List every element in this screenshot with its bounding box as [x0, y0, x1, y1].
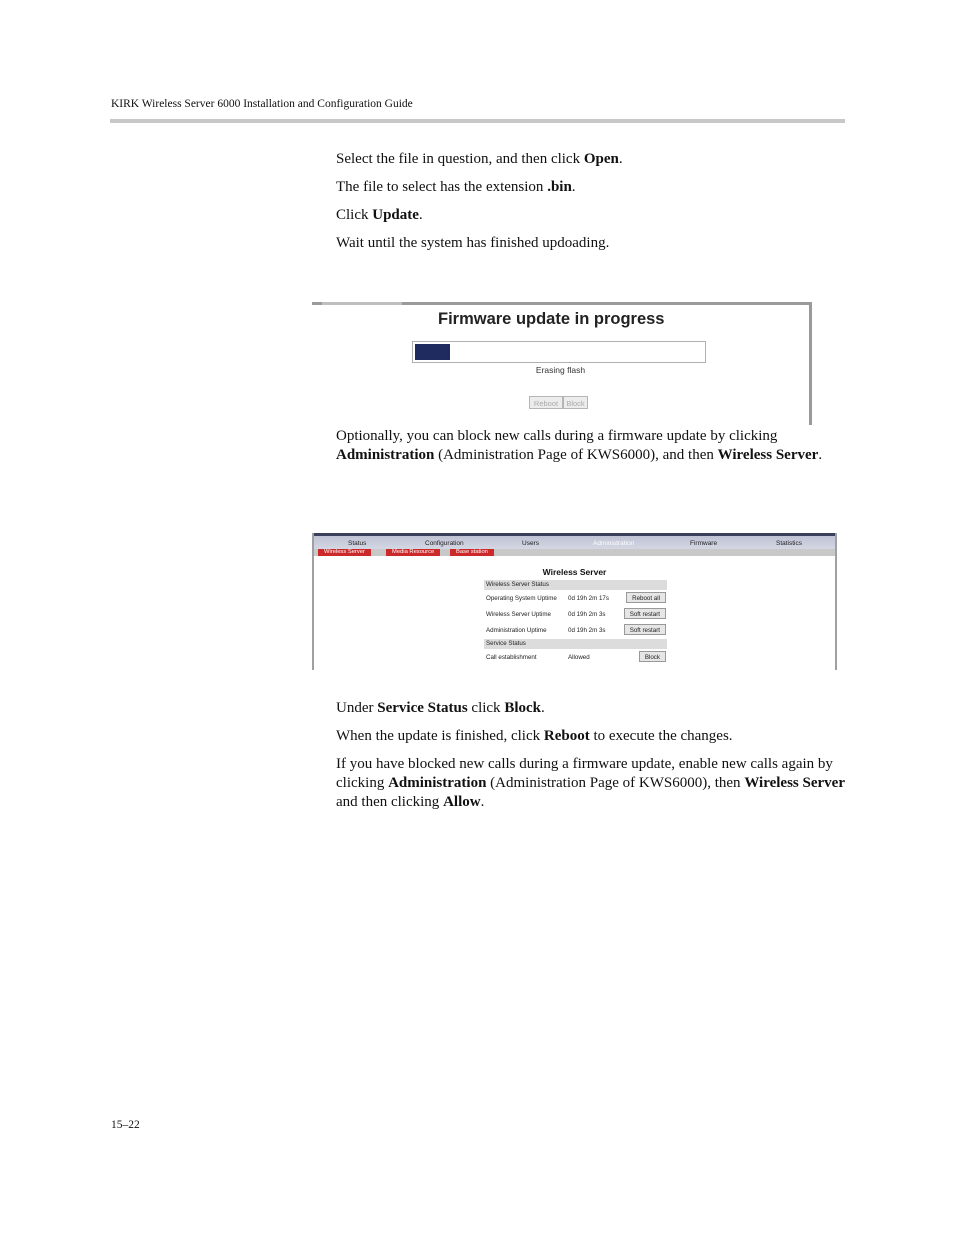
step-text: Wait until the system has finished updoading.	[336, 235, 610, 251]
para-text: .	[818, 447, 823, 463]
row-value: 0d 19h 2m 17s	[568, 595, 609, 602]
step-bold: Administration	[388, 775, 487, 791]
reboot-button[interactable]: Reboot	[529, 396, 563, 409]
para-bold: Administration	[336, 447, 435, 463]
progress-bar	[412, 341, 706, 363]
step-text: .	[571, 179, 576, 195]
step-text: If you have blocked new calls during a firmware update, enable new calls again by clicking	[336, 756, 833, 791]
submenu-wireless-server[interactable]: Wireless Server	[318, 549, 371, 556]
step-text: .	[541, 700, 545, 716]
step-click-update	[336, 206, 846, 225]
step-reboot	[336, 727, 846, 746]
step-extension	[336, 178, 846, 197]
row-value: Allowed	[568, 654, 590, 661]
table-row	[484, 590, 667, 606]
row-label: Operating System Uptime	[486, 595, 557, 602]
sub-menu-bar	[314, 549, 835, 556]
step-text: .	[480, 794, 485, 810]
step-bold: Service Status	[377, 700, 468, 716]
menu-users[interactable]: Users	[522, 540, 539, 547]
step-text: Click	[336, 207, 373, 223]
table-row	[484, 622, 667, 638]
administration-screenshot	[312, 533, 837, 670]
firmware-title: Firmware update in progress	[438, 310, 665, 328]
step-allow	[336, 755, 846, 812]
step-bold: Open	[583, 151, 619, 167]
para-text: Optionally, you can block new calls during a firmware update by clicking	[336, 428, 778, 444]
step-text: Select the file in question, and then click	[336, 151, 584, 167]
soft-restart-button[interactable]: Soft restart	[624, 624, 666, 635]
step-select-file	[336, 150, 846, 169]
row-label: Call establishment	[486, 654, 537, 661]
submenu-media-resource[interactable]: Media Resource	[386, 549, 440, 556]
page-number: 15–22	[111, 1119, 140, 1131]
step-text: Under	[336, 700, 378, 716]
row-label: Wireless Server Uptime	[486, 611, 551, 618]
main-menu-bar	[314, 533, 835, 549]
menu-firmware[interactable]: Firmware	[690, 540, 718, 547]
step-wait	[336, 234, 846, 253]
step-text: to execute the changes.	[589, 728, 733, 744]
row-value: 0d 19h 2m 3s	[568, 627, 606, 634]
optional-block-paragraph	[336, 427, 846, 465]
step-text: click	[467, 700, 505, 716]
menu-administration[interactable]: Administration	[593, 540, 635, 547]
step-block	[336, 699, 846, 718]
row-label: Administration Uptime	[486, 627, 547, 634]
block-calls-button[interactable]: Block	[639, 651, 666, 662]
step-text: .	[618, 151, 623, 167]
menu-configuration[interactable]: Configuration	[425, 540, 464, 547]
submenu-base-station[interactable]: Base station	[450, 549, 494, 556]
status-table	[484, 580, 667, 665]
step-bold: Update	[372, 207, 419, 223]
wireless-server-title: Wireless Server	[542, 567, 607, 577]
firmware-update-screenshot	[312, 302, 812, 425]
reboot-all-button[interactable]: Reboot all	[626, 592, 666, 603]
step-bold: .bin	[547, 179, 572, 195]
section-header-service-status: Service Status	[484, 639, 667, 649]
step-text: The file to select has the extension	[336, 179, 548, 195]
para-text: (Administration Page of KWS6000), and then	[434, 447, 718, 463]
progress-status: Erasing flash	[535, 365, 586, 375]
menu-statistics[interactable]: Statistics	[776, 540, 803, 547]
step-text: and then clicking	[336, 794, 444, 810]
step-bold: Allow	[443, 794, 481, 810]
step-text: When the update is finished, click	[336, 728, 544, 744]
menu-status[interactable]: Status	[348, 540, 367, 547]
menu-top-line	[314, 533, 835, 536]
tab-stub	[322, 302, 402, 305]
step-bold: Block	[504, 700, 541, 716]
step-text: (Administration Page of KWS6000), then	[486, 775, 745, 791]
running-header: KIRK Wireless Server 6000 Installation and Configuration Guide	[111, 98, 413, 110]
table-row	[484, 649, 667, 665]
table-row	[484, 606, 667, 622]
progress-fill	[415, 344, 450, 360]
step-text: .	[418, 207, 423, 223]
para-bold: Wireless Server	[717, 447, 819, 463]
step-bold: Wireless Server	[744, 775, 845, 791]
soft-restart-button[interactable]: Soft restart	[624, 608, 666, 619]
section-header-wireless-server-status: Wireless Server Status	[484, 580, 667, 590]
row-value: 0d 19h 2m 3s	[568, 611, 606, 618]
header-rule	[110, 119, 845, 123]
step-bold: Reboot	[543, 728, 590, 744]
block-button[interactable]: Block	[563, 396, 588, 409]
